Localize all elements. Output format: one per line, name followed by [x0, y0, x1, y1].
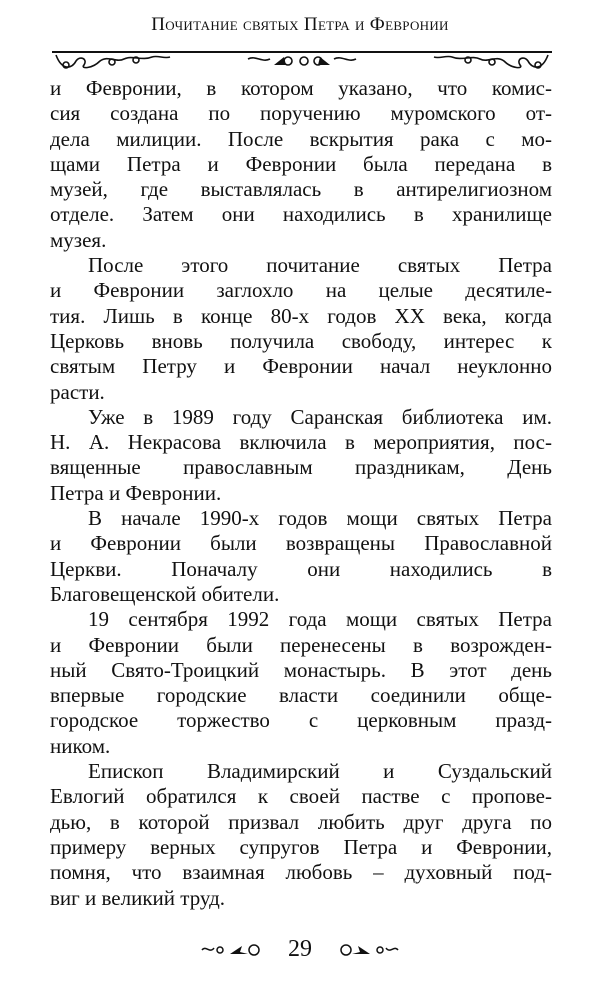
text-line: отделе. Затем они находились в хранилище: [50, 202, 552, 227]
paragraph: [50, 759, 552, 911]
text-line: Н. А. Некрасова включила в мероприятия, пос-: [50, 430, 552, 455]
text-line: и Февронии заглохло на целые десятиле-: [50, 278, 552, 303]
text-line: Благовещенской обители.: [50, 581, 280, 606]
text-line: дела милиции. После вскрытия рака с мо-: [50, 126, 552, 151]
text-line: вященные православным праздникам, День: [50, 455, 552, 480]
body-text: [50, 76, 552, 911]
text-line: городское торжество с церковным празд-: [50, 708, 552, 733]
text-line: Церковь вновь получила свободу, интерес к: [50, 328, 552, 353]
text-line: Петра и Февронии.: [50, 480, 222, 505]
text-line: сия создана по поручению муромского от-: [50, 101, 552, 126]
text-line: дью, в которой призвал любить друг друга по: [50, 809, 552, 834]
text-line: В начале 1990-х годов мощи святых Петра: [88, 506, 552, 531]
text-line: музей, где выставлялась в антирелигиозном: [50, 177, 552, 202]
text-line: После этого почитание святых Петра: [88, 253, 552, 278]
paragraph: [50, 405, 552, 506]
text-line: музея.: [50, 227, 107, 252]
text-line: виг и великий труд.: [50, 885, 226, 910]
running-header: Почитание святых Петра и Февронии: [151, 14, 449, 35]
footer-ornament-right-icon: [338, 942, 400, 958]
text-line: и Февронии, в котором указано, что комис-: [50, 76, 552, 100]
paragraph: [50, 607, 552, 759]
text-line: Уже в 1989 году Саранская библиотека им.: [88, 404, 552, 429]
text-line: Евлогий обратился к своей пастве с пропове-: [50, 784, 552, 809]
text-line: помня, что взаимная любовь – духовный под-: [50, 860, 552, 885]
paragraph: [50, 253, 552, 405]
text-line: впервые городские власти соединили обще-: [50, 683, 552, 708]
text-line: святым Петру и Февронии начал неуклонно: [50, 354, 552, 379]
text-line: и Февронии были перенесены в возрожден-: [50, 632, 552, 657]
text-line: 19 сентября 1992 года мощи святых Петра: [88, 607, 552, 632]
text-line: и Февронии были возвращены Православной: [50, 531, 552, 556]
paragraph: [50, 76, 552, 253]
page-number: 29: [288, 936, 312, 962]
text-line: Церкви. Поначалу они находились в: [50, 556, 552, 581]
text-line: Епископ Владимирский и Суздальский: [88, 759, 552, 784]
text-line: тия. Лишь в конце 80-х годов XX века, когда: [50, 303, 552, 328]
text-line: ником.: [50, 733, 111, 758]
page-footer: [0, 936, 600, 963]
text-line: щами Петра и Февронии была передана в: [50, 151, 552, 176]
footer-ornament-left-icon: [200, 942, 262, 958]
text-line: расти.: [50, 379, 105, 404]
text-line: ный Свято-Троицкий монастырь. В этот день: [50, 657, 552, 682]
header-ornament-icon: [52, 53, 552, 75]
text-line: примеру верных супругов Петра и Февронии,: [50, 834, 552, 859]
paragraph: [50, 506, 552, 607]
